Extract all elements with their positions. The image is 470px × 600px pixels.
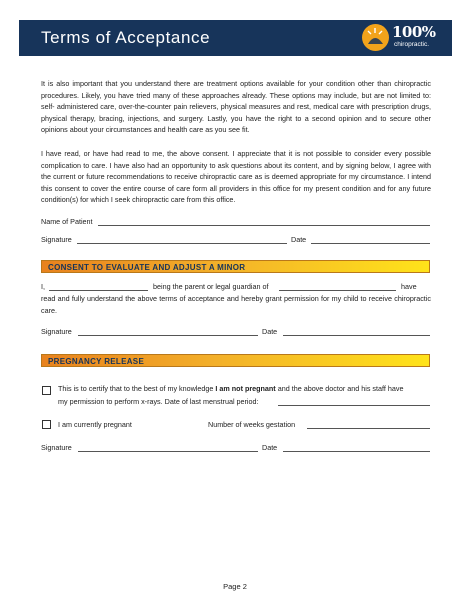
logo-subtext: chiropractic. (394, 41, 430, 48)
child-name-field[interactable] (279, 290, 396, 291)
currently-pregnant-checkbox[interactable] (42, 420, 51, 429)
not-pregnant-text-before: This is to certify that to the best of my knowledge (58, 384, 216, 393)
logo (362, 23, 442, 53)
patient-signature-field[interactable] (77, 243, 287, 244)
minor-date-label: Date (262, 327, 278, 336)
minor-section-title: CONSENT TO EVALUATE AND ADJUST A MINOR (48, 263, 246, 272)
minor-have-text: have (401, 282, 417, 291)
last-menstrual-period-field[interactable] (278, 405, 430, 406)
consent-paragraph: I have read, or have had read to me, the above consent. I appreciate that it is not possible to consider every possible complication to care. I have also had an opportunity to ask questions about its content, and by signing below, I agree with the current or future recommendations to receive chiropractic care as is deemed appropriate for my circumstance. I intend this consent to cover the entire course of care form all providers in this office for my present condition and for any future condition(s) for which I seek chiropractic care from this office. (41, 149, 431, 205)
minor-date-field[interactable] (283, 335, 430, 336)
not-pregnant-statement (58, 384, 403, 393)
pregnancy-section-title: PREGNANCY RELEASE (48, 357, 145, 366)
not-pregnant-bold-text: I am not pregnant (215, 384, 276, 393)
minor-section-bar (41, 260, 430, 273)
pregnancy-signature-label: Signature (41, 443, 72, 452)
minor-i-label: I, (41, 282, 45, 291)
treatment-options-paragraph: It is also important that you understand there are treatment options available for your condition other than chiropractic procedures. Likely, you have tried many of these approaches already. These options may include, but are not limited to: self- administered care, over-the-counter pain relievers, physical measures and rest, medical care with prescription drugs, physical therapy, bracing, injections, and surgery. Lastly, you have the right to a second opinion and to secure other opinions about your circumstances and health care as you see fit. (41, 79, 431, 135)
minor-signature-field[interactable] (78, 335, 258, 336)
guardian-name-field[interactable] (49, 290, 148, 291)
currently-pregnant-label: I am currently pregnant (58, 420, 132, 429)
pregnancy-section-bar (41, 354, 430, 367)
pregnancy-date-field[interactable] (283, 451, 430, 452)
page-title: Terms of Acceptance (41, 28, 211, 47)
header-bar (19, 20, 452, 56)
patient-signature-label: Signature (41, 235, 72, 244)
minor-signature-label: Signature (41, 327, 72, 336)
patient-name-label: Name of Patient (41, 217, 93, 226)
page-number: Page 2 (223, 582, 247, 591)
not-pregnant-text-after: and the above doctor and his staff have (275, 384, 404, 393)
not-pregnant-checkbox[interactable] (42, 386, 51, 395)
weeks-gestation-label: Number of weeks gestation (208, 420, 296, 429)
guardian-text: being the parent or legal guardian of (153, 282, 269, 291)
logo-sun-icon (362, 24, 389, 51)
xray-permission-text: my permission to perform x-rays. Date of last menstrual period: (58, 397, 259, 406)
patient-date-field[interactable] (311, 243, 430, 244)
patient-date-label: Date (291, 235, 307, 244)
pregnancy-date-label: Date (262, 443, 278, 452)
patient-name-field[interactable] (98, 225, 430, 226)
weeks-gestation-field[interactable] (307, 428, 430, 429)
minor-consent-text: read and fully understand the above terms of acceptance and hereby grant permission for my child to receive chiropractic care. (41, 294, 431, 315)
logo-text: 100% (392, 23, 436, 41)
pregnancy-signature-field[interactable] (78, 451, 258, 452)
